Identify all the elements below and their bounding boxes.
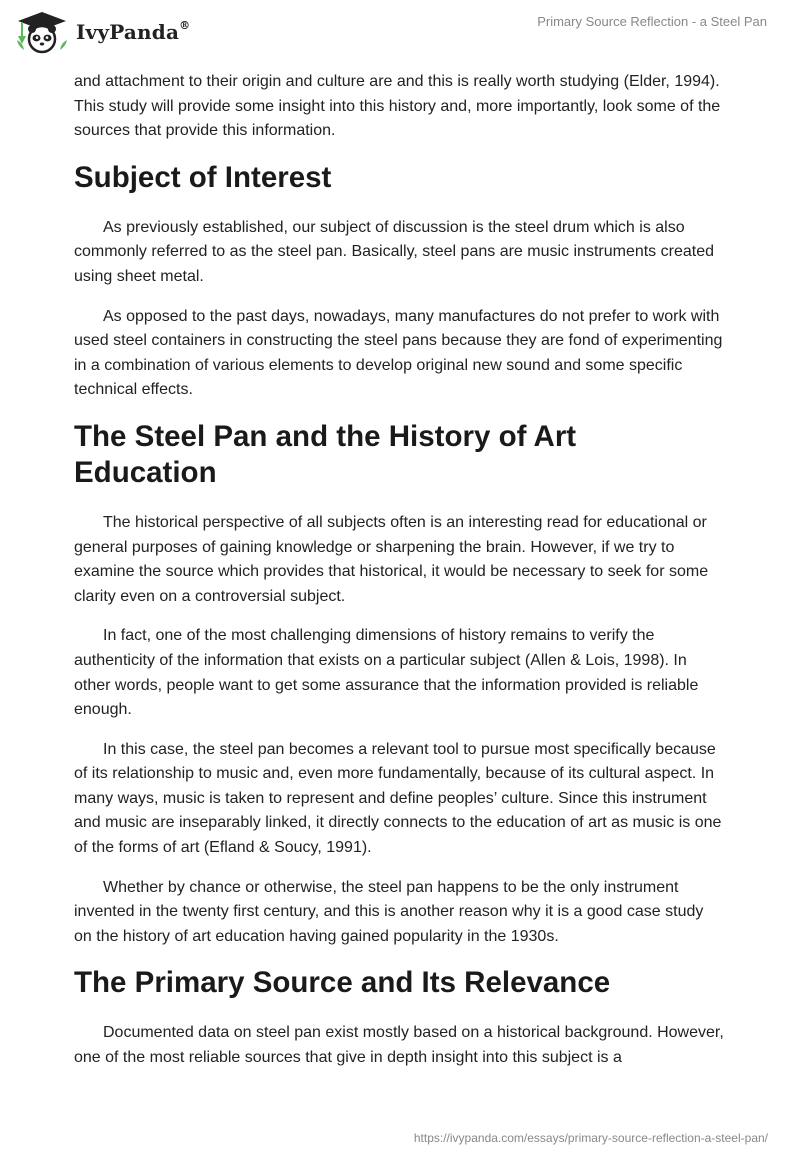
paragraph: As previously established, our subject of discussion is the steel drum which is also commonly referred to as the steel pan. Basically, steel pans are music instruments created using sheet metal. [74, 218, 714, 285]
section-heading-steel-pan-history: The Steel Pan and the History of Art Education [74, 419, 577, 489]
ivypanda-logo[interactable] [14, 10, 190, 54]
paragraph: In this case, the steel pan becomes a relevant tool to pursue most specifically because of its relationship to music and, even more fundamentally, because of its cultural aspect. In many ways, music is taken to represent and define peoples’ culture. Since this instrument and music are inseparably linked, it directly connects to the education of art as music is one of the forms of art (Efland & Soucy, 1991). [74, 740, 722, 857]
paragraph: Whether by chance or otherwise, the steel pan happens to be the only instrument invented in the twenty first century, and this is another reason why it is a good case study on the history of art education having gained popularity in the 1930s. [74, 878, 704, 945]
panda-graduation-cap-icon [14, 10, 70, 54]
paragraph: In fact, one of the most challenging dimensions of history remains to verify the authenticity of the information that exists on a particular subject (Allen & Lois, 1998). In other words, people want to get some assurance that the information provided is reliable enough. [74, 627, 699, 719]
essay-content [74, 70, 724, 1086]
page-header [0, 0, 800, 66]
section-heading-primary-source: The Primary Source and Its Relevance [74, 966, 611, 1000]
section-heading-subject-of-interest: Subject of Interest [74, 160, 332, 194]
logo-text: IvyPanda® [76, 19, 191, 44]
document-title: Primary Source Reflection - a Steel Pan [537, 14, 767, 29]
footer-url[interactable]: https://ivypanda.com/essays/primary-source-reflection-a-steel-pan/ [413, 1131, 768, 1145]
paragraph: As opposed to the past days, nowadays, many manufactures do not prefer to work with used steel containers in constructing the steel pans because they are fond of experimenting in a combination of various elements to develop original new sound and some specific technical effects. [74, 307, 723, 399]
paragraph: Documented data on steel pan exist mostly based on a historical background. However, one of the most reliable sources that give in depth insight into this subject is a [74, 1024, 724, 1067]
intro-paragraph: and attachment to their origin and culture are and this is really worth studying (Elder, 1994). This study will provide some insight into this history and, more importantly, look some of the sources that provide this information. [74, 73, 721, 140]
paragraph: The historical perspective of all subjects often is an interesting read for educational or general purposes of gaining knowledge or sharpening the brain. However, if we try to examine the source which provides that historical, it would be necessary to seek for some clarity even on a controversial subject. [74, 513, 709, 605]
